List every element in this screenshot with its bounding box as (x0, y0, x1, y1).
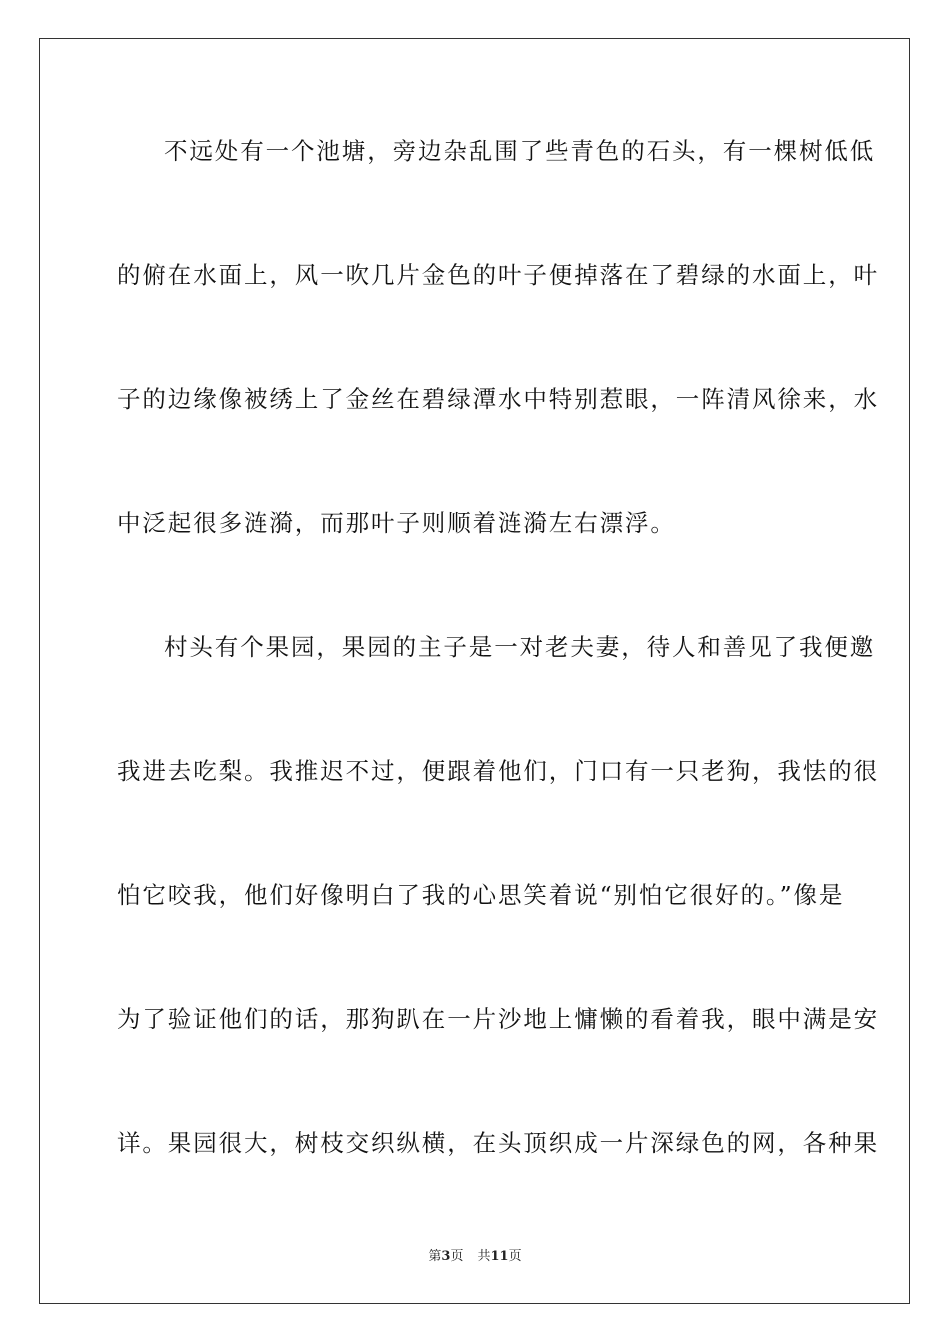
paragraph-1-line-4: 中泛起很多涟漪，而那叶子则顺着涟漪左右漂浮。 (117, 509, 676, 537)
page-unit: 页 (450, 1249, 464, 1264)
total-unit: 页 (508, 1249, 522, 1264)
paragraph-2-line-4: 为了验证他们的话，那狗趴在一片沙地上慵懒的看着我，眼中满是安 (117, 1005, 879, 1033)
paragraph-1-line-1: 不远处有一个池塘，旁边杂乱围了些青色的石头，有一棵树低低 (164, 137, 876, 165)
paragraph-2-line-1: 村头有个果园，果园的主子是一对老夫妻，待人和善见了我便邀 (164, 633, 876, 661)
page-prefix: 第 (428, 1249, 442, 1264)
page-current: 3 (441, 1249, 451, 1264)
paragraph-1-line-3: 子的边缘像被绣上了金丝在碧绿潭水中特别惹眼，一阵清风徐来，水 (117, 385, 879, 413)
paragraph-1-line-2: 的俯在水面上，风一吹几片金色的叶子便掉落在了碧绿的水面上，叶 (117, 261, 879, 289)
paragraph-2-line-5: 详。果园很大，树枝交织纵横，在头顶织成一片深绿色的网，各种果 (117, 1129, 879, 1157)
paragraph-2-line-2: 我进去吃梨。我推迟不过，便跟着他们，门口有一只老狗，我怯的很 (117, 757, 879, 785)
page-total: 11 (490, 1249, 509, 1264)
page-footer (0, 1248, 950, 1266)
page-border (39, 38, 910, 1304)
total-prefix: 共 (477, 1249, 491, 1264)
paragraph-2-line-3: 怕它咬我，他们好像明白了我的心思笑着说“别怕它很好的。”像是 (117, 881, 845, 909)
